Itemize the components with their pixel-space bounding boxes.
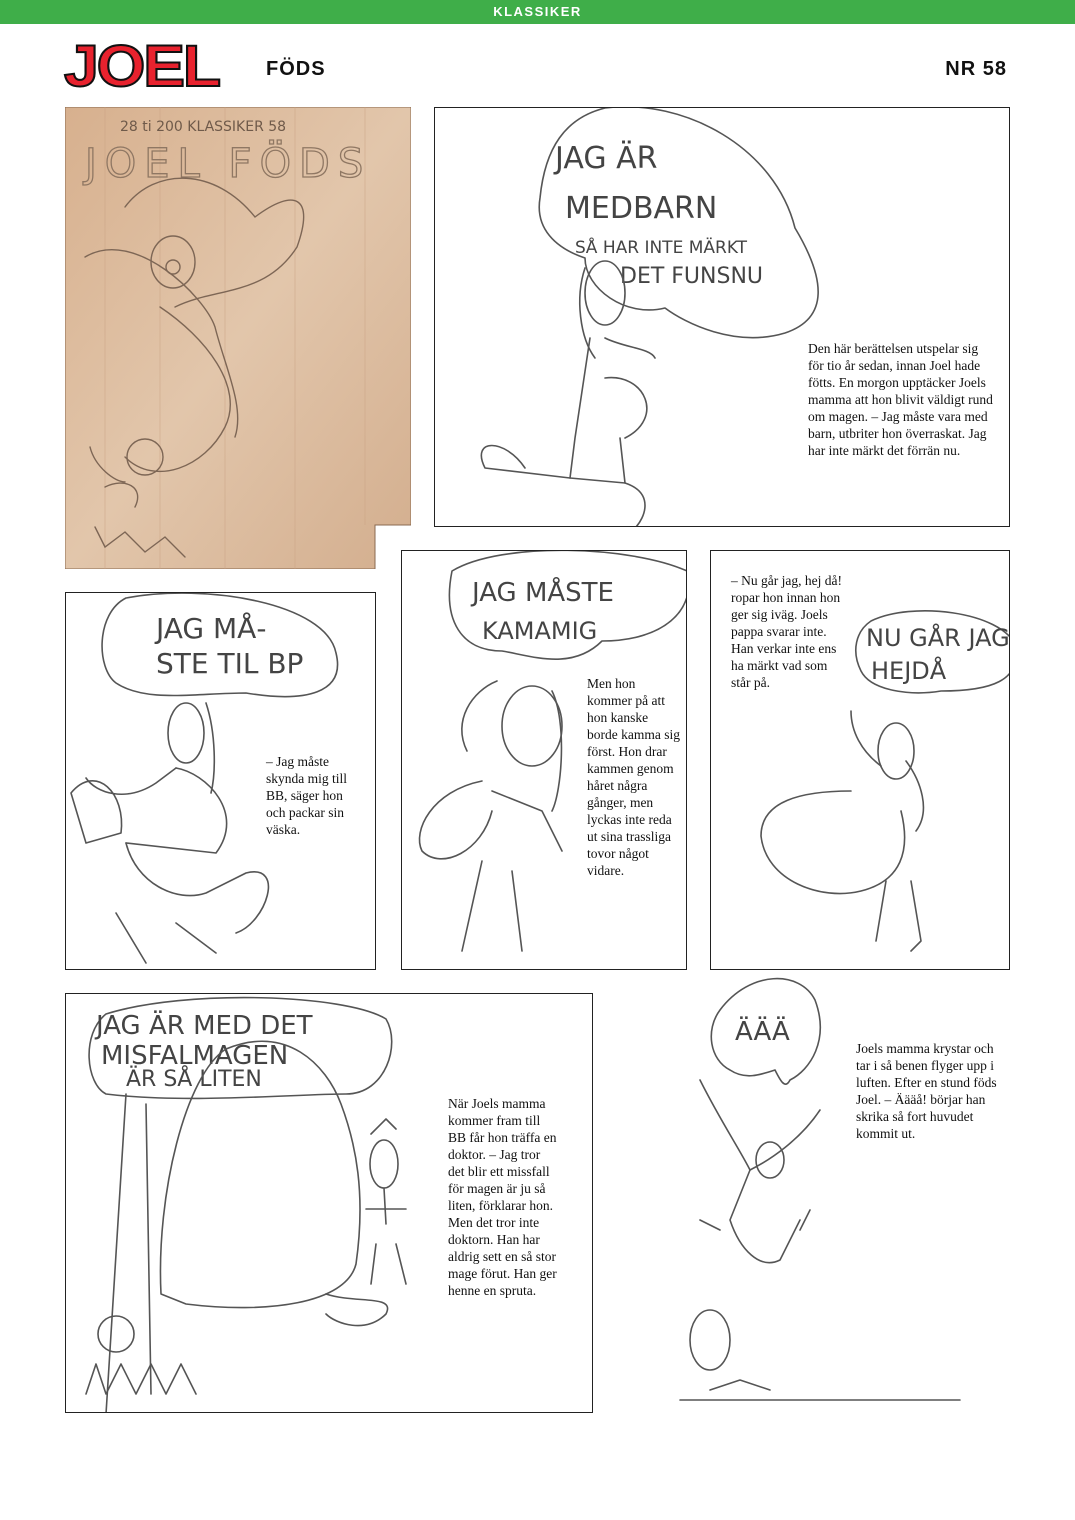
section-bar [0, 0, 1075, 24]
bubble-line: ÄR SÅ LITEN [126, 1067, 262, 1092]
comic-panel-3 [401, 550, 687, 970]
comic-panel-4 [710, 550, 1010, 970]
cover-scribble-top: 28 ti 200 KLASSIKER 58 [120, 119, 287, 135]
bubble-line: JAG MÅSTE [472, 578, 614, 608]
panel-1-caption: Den här berättelsen utspelar sig för tio år sedan, innan Joel hade fötts. En morgon upptäcker Joels mamma att hon blivit väldigt rund om magen. – Jag måste vara med barn, utbriter hon överraskat. Jag har inte märkt det förrän nu. [808, 341, 993, 458]
panel-4-caption: – Nu går jag, hej då! ropar hon innan hon ger sig iväg. Joels pappa svarar inte. Han verkar inte ens ha märkt vad som står på. [731, 573, 842, 690]
comic-panel-5 [65, 993, 593, 1413]
panel-1-drawing [435, 108, 1010, 527]
mother-figure [71, 703, 268, 963]
comic-logo: JOEL [64, 34, 219, 99]
cover-scribble-title: JOEL FÖDS [85, 141, 372, 187]
bubble-line: MISFALMAGEN [101, 1041, 289, 1071]
bubble-line: MEDBARN [565, 191, 718, 226]
issue-number: NR 58 [945, 58, 1007, 80]
original-cover-scan [65, 107, 411, 569]
mother-figure [420, 681, 563, 951]
comic-panel-1 [434, 107, 1010, 527]
panel-6-caption: Joels mamma krystar och tar i så benen flyger upp i luften. Efter en stund föds Joel. – Äääå! börjar han skrika så fort huvudet kommit ut. [856, 1041, 997, 1141]
bubble-line: KAMAMIG [482, 617, 598, 645]
comic-title: FÖDS [266, 58, 326, 80]
bubble-line: DET FUNSNU [620, 264, 764, 289]
doctor-figure [366, 1119, 406, 1284]
section-label: KLASSIKER [493, 4, 582, 19]
panel-5-caption: När Joels mamma kommer fram till BB får hon träffa en doktor. – Jag tror det blir ett missfall för magen är ju så liten, förklarar hon. Men det tror inte doktorn. Han har aldrig sett en så stor mage förut. Han ger henne en spruta. [448, 1096, 557, 1298]
bubble-line: JAG ÄR MED DET [96, 1011, 313, 1041]
cover-paper [65, 107, 411, 569]
mother-figure [761, 711, 923, 951]
bubble-line: JAG ÄR [555, 141, 658, 176]
panel-3-caption: Men hon kommer på att hon kanske borde kamma sig först. Hon drar kammen genom håret några gånger, men lyckas inte reda ut sina trassliga tovor något vidare. [587, 676, 680, 878]
panel-2-caption: – Jag måste skynda mig till BB, säger hon och packar sin väska. [266, 754, 347, 837]
mother-figure [481, 261, 655, 527]
bubble-line: STE TIL BP [156, 647, 304, 680]
bubble-line: HEJDÅ [871, 657, 947, 685]
comic-panel-6 [660, 970, 1020, 1420]
bubble-line: SÅ HAR INTE MÄRKT [575, 238, 748, 258]
bubble-line: JAG MÅ- [156, 612, 267, 645]
bubble-line: NU GÅR JAG [866, 624, 1010, 652]
comic-panel-2 [65, 592, 376, 970]
panel-6-drawing [660, 970, 1020, 1420]
bubble-line: ÄÄÄ [735, 1017, 790, 1047]
